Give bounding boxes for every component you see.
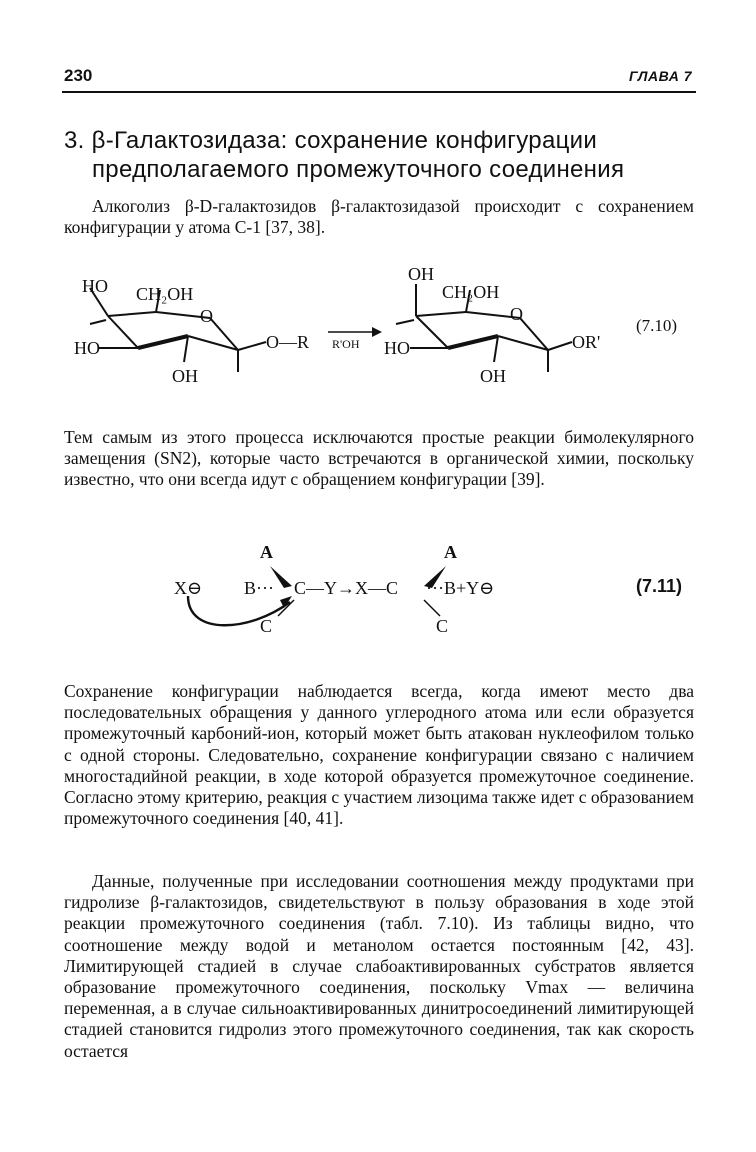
eq2-b-left: B··· — [244, 578, 274, 598]
eq2-b-right: ···B+Y⊖ — [426, 578, 495, 598]
eq2-x-minus: X⊖ — [174, 578, 203, 598]
eq2-a-right: A — [444, 542, 457, 562]
eq1-left-ho-top: HO — [82, 276, 108, 296]
paragraph-4: Данные, полученные при исследовании соотношения между продуктами при гидролизе β-галактозидов, свидетельствуют в пользу образования в ходе этой реакции промежуточного соединения (табл. 7.10). Из таблицы видно, что соотношение между водой и метанолом остается постоянным [42, 43]. Лимитирующей стадией в случае слабоактивированных субстратов является образование промежуточного соединения, поскольку Vmax — величина переменная, а в случае сильноактивированных динитросоединений лимитирующей стадией становится гидролиз этого промежуточного соединения, так как скорость остается — [64, 871, 694, 1061]
equation-7-11-diagram — [160, 536, 560, 646]
eq2-center: C—Y→X—C — [294, 578, 399, 598]
paragraph-3: Сохранение конфигурации наблюдается всегда, когда имеют место два последовательных обращения у данного углеродного атома или если образуется промежуточный карбоний-ион, который может быть атакован нуклеофилом только с одной стороны. Следовательно, сохранение конфигурации связано с наличием многостадийной реакции, в ходе которой образуется промежуточное соединение. Согласно этому критерию, реакция с участием лизоцима также идет с образованием промежуточного соединения [40, 41]. — [64, 681, 694, 829]
section-title — [64, 126, 704, 184]
eq1-arrow-label: R'OH — [332, 337, 360, 351]
eq1-right-oh-bottom: OH — [480, 366, 506, 386]
paragraph-1: Алкоголиз β-D-галактозидов β-галактозидазой происходит с сохранением конфигурации у атома С-1 [37, 38]. — [64, 196, 694, 238]
equation-number-7-11: (7.11) — [636, 576, 683, 596]
eq1-right-ch2oh: CH₂OH — [442, 282, 500, 302]
eq1-left-or: O—R — [266, 332, 310, 352]
section-title-line2: предполагаемого промежуточного соединения — [92, 156, 625, 183]
eq2-c-left-bottom: C — [260, 616, 273, 636]
equation-7-10-diagram — [60, 262, 640, 392]
paragraph-2: Тем самым из этого процесса исключаются простые реакции бимолекулярного замещения (SN2), которые часто встречаются в органической химии, поскольку известно, что они всегда идут с обращением конфигурации [39]. — [64, 427, 694, 490]
eq2-c-right-bottom: C — [436, 616, 449, 636]
chapter-header: ГЛАВА 7 — [629, 68, 692, 84]
eq1-left-o: O — [200, 306, 213, 326]
eq1-right-oh-top: OH — [408, 264, 434, 284]
section-title-line1: 3. β-Галактозидаза: сохранение конфигурации — [64, 127, 598, 154]
page-number: 230 — [64, 66, 93, 85]
header-rule — [62, 91, 696, 93]
eq1-left-oh-bottom: OH — [172, 366, 198, 386]
eq1-right-ho-side: HO — [384, 338, 410, 358]
eq1-right-o: O — [510, 304, 523, 324]
eq1-left-ho-side: HO — [74, 338, 100, 358]
equation-number-7-10: (7.10) — [636, 316, 678, 335]
eq2-a-left: A — [260, 542, 273, 562]
eq1-left-ch2oh: CH₂OH — [136, 284, 194, 304]
eq1-right-or: OR' — [572, 332, 601, 352]
